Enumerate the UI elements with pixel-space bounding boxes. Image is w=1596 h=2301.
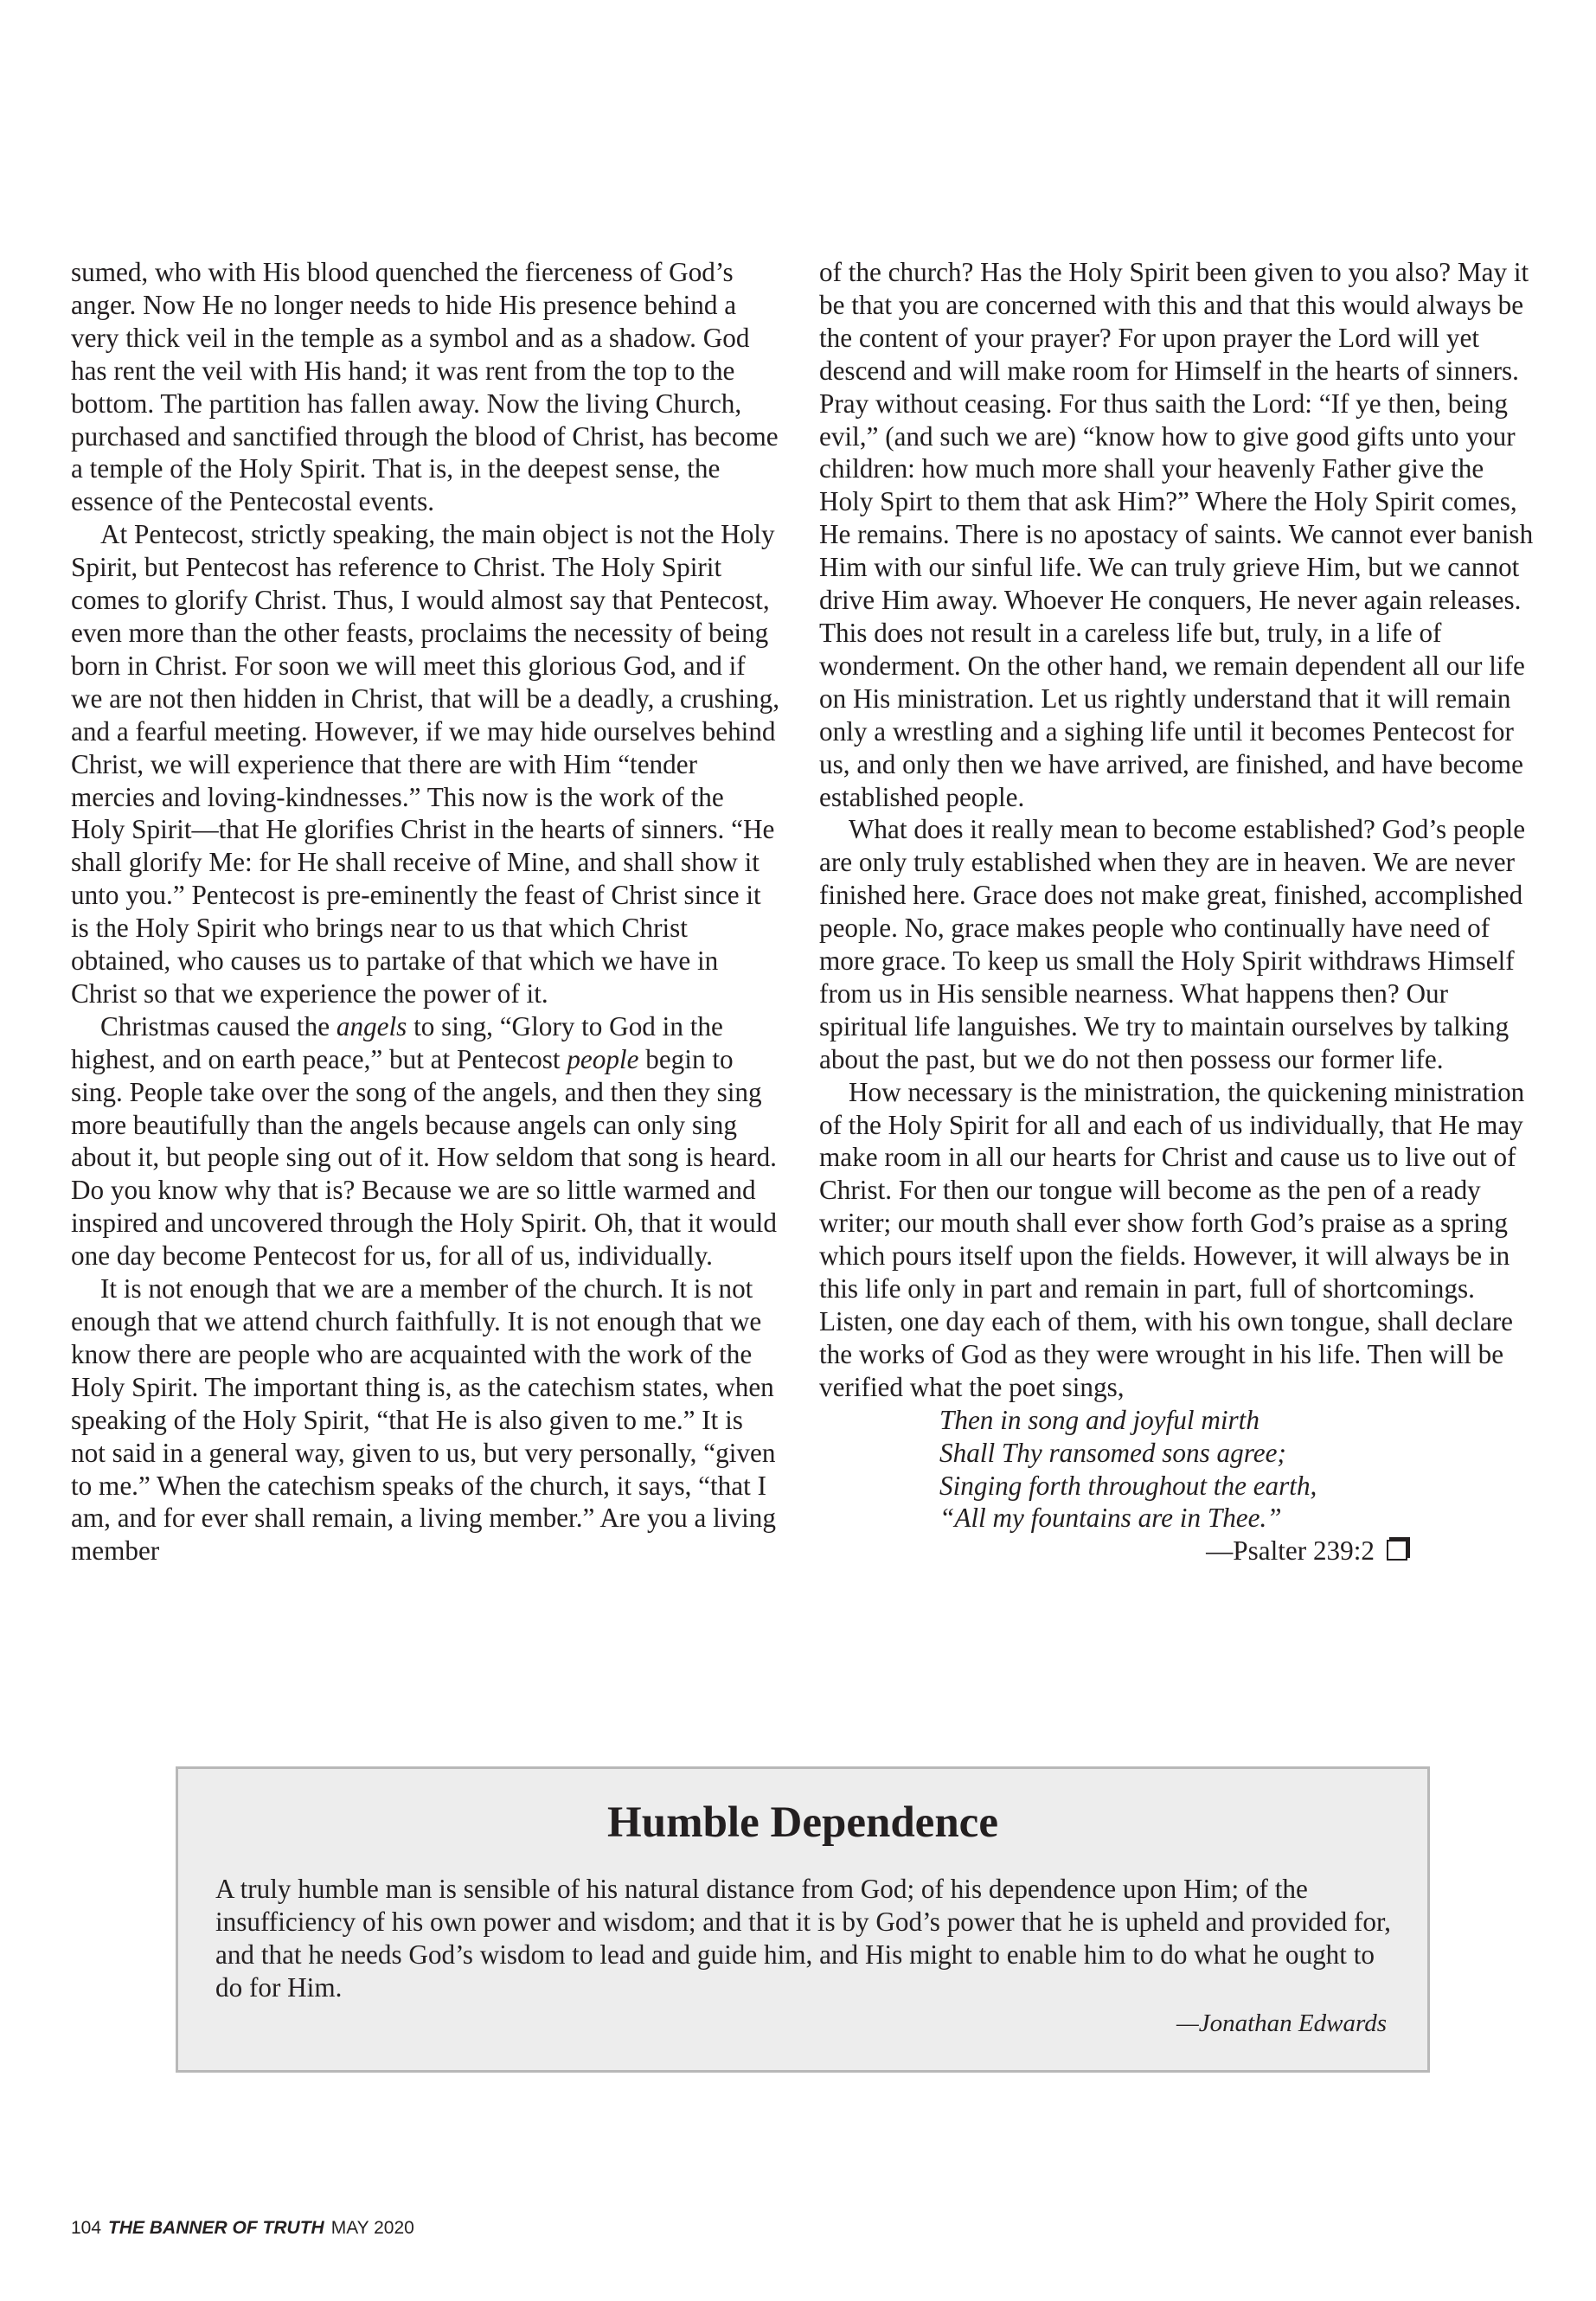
end-of-article-icon [1387,1540,1407,1561]
sidebar-quote: A truly humble man is sensible of his natural distance from God; of his dependence upon Him; of the insufficiency of his own power and wisdom; and that it is by God’s power that he is upheld and provided for, and that he needs God’s wisdom to lead and guide him, and His might to enable him to do what he ought to do for Him. [215,1874,1391,2003]
left-column [71,256,780,1567]
sidebar-box [176,1766,1430,2073]
p3-emphasis-people: people [567,1043,639,1074]
poem-line: Then in song and joyful mirth [939,1404,1259,1435]
issue-date: MAY 2020 [330,2218,414,2238]
page-footer [71,2218,414,2239]
left-paragraph-3 [71,1010,780,1272]
poem-line: “All my fountains are in Thee.” [939,1503,1282,1534]
sidebar-title: Humble Dependence [607,1798,998,1847]
right-column [819,256,1537,1567]
publication-name: THE BANNER OF TRUTH [108,2218,324,2238]
p3-emphasis-angels: angels [336,1010,407,1042]
right-paragraph-3: How necessary is the ministration, the quickening ministration of the Holy Spirit for all and each of us individually, that He may make room in all our hearts for Christ and cause us to live out of Christ. For then our tongue will become as the pen of a ready writer; our mouth shall ever show forth God’s praise as a spring which pours itself upon the fields. However, it will always be in this life only in part and remain in part, full of shortcomings. Listen, one day each of them, with his own tongue, shall declare the works of God as they were wrought in his life. Then will be verified what the poet sings, [819,1076,1525,1402]
poem-quote [939,1404,1537,1535]
poem-citation-line [819,1535,1407,1567]
left-paragraph-1: sumed, who with His blood quenched the fierceness of God’s anger. Now He no longer needs to hide His presence behind a very thick veil in the temple as a symbol and as a shadow. God has rent the veil with His hand; it was rent from the top to the bottom. The partition has fallen away. Now the living Church, purchased and sanctified through the blood of Christ, has become a temple of the Holy Spirit. That is, in the deepest sense, the essence of the Pentecostal events. [71,257,779,517]
right-paragraph-2: What does it really mean to become established? God’s people are only truly established when they are in heaven. We are never finished here. Grace does not make great, finished, accomplished people. No, grace makes people who continually have need of more grace. To keep us small the Holy Spirit withdraws Himself from us in His sensible nearness. What happens then? Our spiritual life languishes. We try to maintain ourselves by talking about the past, but we do not then possess our former life. [819,814,1526,1074]
p3-text-c: to sing, “Glory to God in the highest, and on earth peace,” but at Pentecost [71,1010,723,1074]
left-paragraph-4: It is not enough that we are a member of the church. It is not enough that we attend church faithfully. It is not enough that we know there are people who are acquainted with the work of the Holy Spirit. The important thing is, as the catechism states, when speaking of the Holy Spirit, “that He is also given to me.” It is not said in a general way, given to us, but very personally, “given to me.” When the catechism speaks of the church, it says, “that I am, and for ever shall remain, a living member.” Are you a living member [71,1273,776,1567]
poem-line: Singing forth throughout the earth, [939,1470,1317,1501]
poem-line: Shall Thy ransomed sons agree; [939,1437,1286,1468]
poem-citation: —Psalter 239:2 [1206,1535,1375,1567]
page-number: 104 [71,2218,102,2238]
right-paragraph-1: of the church? Has the Holy Spirit been given to you also? May it be that you are concerned with this and that this would always be the content of your prayer? For upon prayer the Lord will yet descend and will make room for Himself in the hearts of sinners. Pray without ceasing. For thus saith the Lord: “If ye then, being evil,” (and such we are) “know how to give good gifts unto your children: how much more shall your heavenly Father give the Holy Spirt to them that ask Him?” Where the Holy Spirit comes, He remains. There is no apostacy of saints. We cannot ever banish Him with our sinful life. We can truly grieve Him, but we cannot drive Him away. Whoever He conquers, He never again releases. This does not result in a careless life but, truly, in a life of wonderment. On the other hand, we remain dependent all our life on His ministration. Let us rightly understand that it will remain only a wrestling and a sighing life until it becomes Pentecost for us, and only then we have arrived, are finished, and have become established people. [819,257,1534,812]
sidebar-attribution: —Jonathan Edwards [1176,2009,1387,2037]
p3-text-e: begin to sing. People take over the song of the angels, and then they sing more beautifully than the angels because angels can only sing about it, but people sing out of it. How seldom that song is heard. Do you know why that is? Because we are so little warmed and inspired and uncovered through the Holy Spirit. Oh, that it would one day become Pentecost for us, for all of us, individually. [71,1043,777,1272]
p3-text-a: Christmas caused the [100,1010,337,1042]
left-paragraph-2: At Pentecost, strictly speaking, the main object is not the Holy Spirit, but Pentecost has reference to Christ. The Holy Spirit comes to glorify Christ. Thus, I would almost say that Pentecost, even more than the other feasts, proclaims the necessity of being born in Christ. For soon we will meet this glorious God, and if we are not then hidden in Christ, that will be a deadly, a crushing, and a fearful meeting. However, if we may hide ourselves behind Christ, we will experience that there are with Him “tender mercies and loving-kindnesses.” This now is the work of the Holy Spirit—that He glorifies Christ in the hearts of sinners. “He shall glorify Me: for He shall receive of Mine, and shall show it unto you.” Pentecost is pre-eminently the feast of Christ since it is the Holy Spirit who brings near to us that which Christ obtained, who causes us to partake of that which we have in Christ so that we experience the power of it. [71,519,780,1009]
